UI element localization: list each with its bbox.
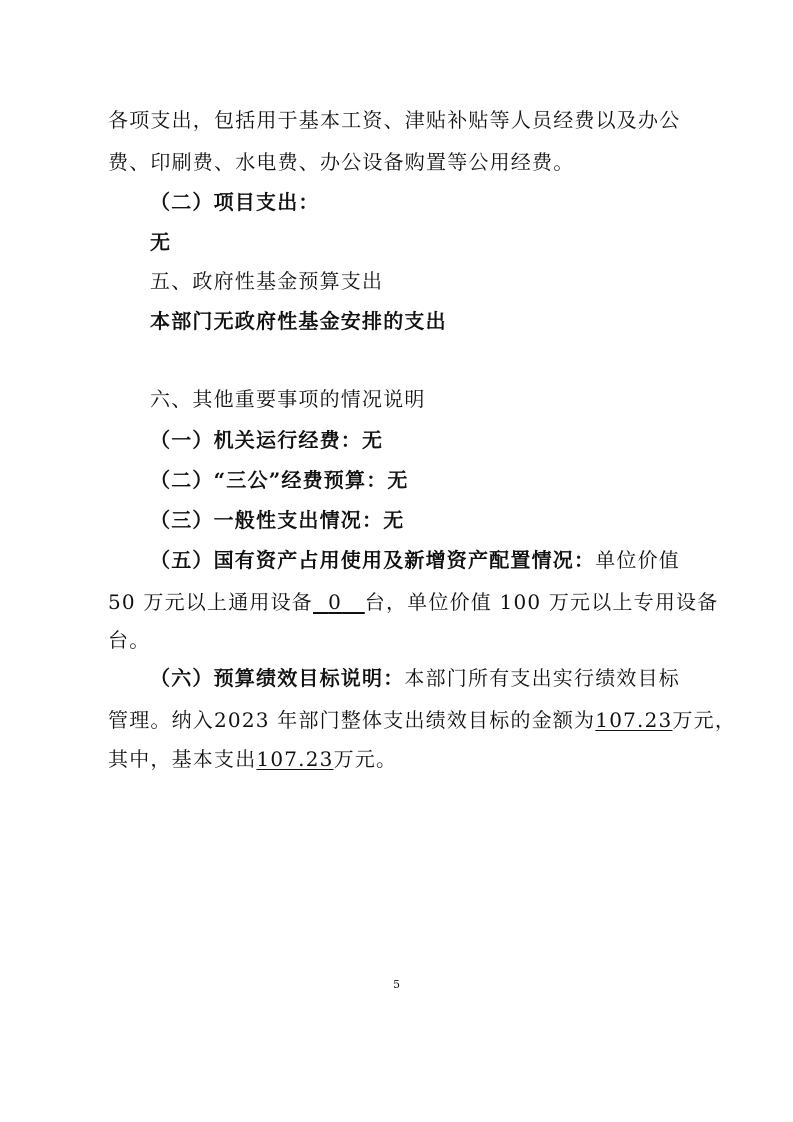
total-amount: 107.23 [595,708,673,732]
performance-text: 管理。纳入2023 年部门整体支出绩效目标的金额为 [108,708,596,732]
assets-text: 台。 [108,628,151,652]
assets-text: 50 万元以上通用设备 [108,590,314,614]
performance-paragraph-line [108,745,397,773]
section-title [150,267,383,295]
assets-paragraph-line [150,546,680,574]
title-text: 六、其他重要事项的情况说明 [150,387,426,411]
list-item [150,506,404,534]
performance-paragraph-line [108,706,736,734]
paragraph-line [108,106,680,134]
section-text [150,307,447,335]
paragraph-text: 各项支出，包括用于基本工资、津贴补贴等人员经费以及办公 [108,108,681,132]
assets-text: 单位价值 [595,548,681,572]
general-equipment-count [313,588,365,616]
paragraph-line [108,148,574,176]
count-value: 0 [328,590,343,614]
paragraph-text: 费、印刷费、水电费、办公设备购置等公用经费。 [108,150,575,174]
body-text: 本部门无政府性基金安排的支出 [150,309,447,333]
title-text: 五、政府性基金预算支出 [150,269,384,293]
item-text: （二）“三公”经费预算：无 [150,468,409,492]
performance-text: 万元。 [333,747,398,771]
item-text: （一）机关运行经费：无 [150,428,384,452]
heading-text: （二）项目支出： [150,190,320,214]
value-text: 无 [150,230,172,254]
project-expense-value [150,228,171,256]
assets-paragraph-line [108,588,718,616]
section-title [150,385,426,413]
performance-paragraph-line [150,664,680,692]
performance-text: 万元， [672,708,737,732]
performance-heading: （六）预算绩效目标说明： [150,666,405,690]
list-item [150,426,383,454]
page-number: 5 [393,978,400,991]
assets-paragraph-line [108,626,150,654]
item-text: （三）一般性支出情况：无 [150,508,405,532]
list-item [150,466,409,494]
performance-text: 其中，基本支出 [108,747,257,771]
project-expense-heading [150,188,320,216]
basic-amount: 107.23 [256,747,334,771]
assets-text: 台，单位价值 100 万元以上专用设备 [364,590,719,614]
assets-heading: （五）国有资产占用使用及新增资产配置情况： [150,548,596,572]
performance-text: 本部门所有支出实行绩效目标 [404,666,681,690]
